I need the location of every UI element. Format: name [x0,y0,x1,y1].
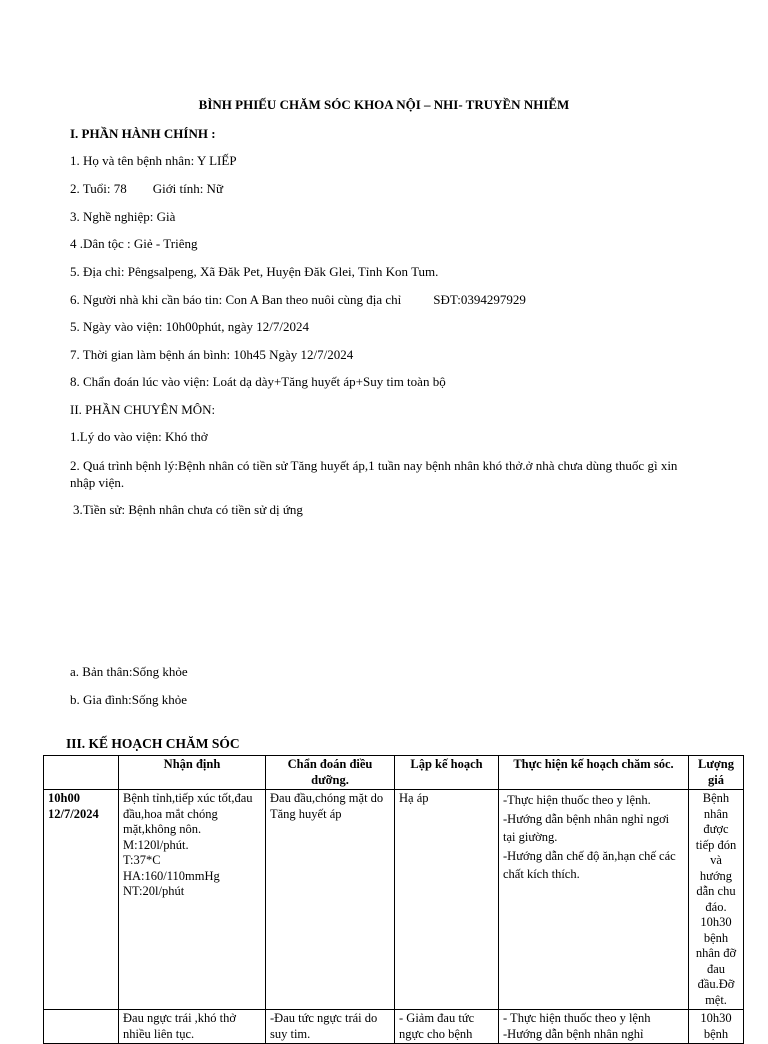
row-implementation: -Thực hiện thuốc theo y lệnh. -Hướng dẫn bệnh nhân nghỉ ngơi tại giường. -Hướng dẫn chế độ ăn,hạn chế các chất kích thích. [499,790,689,1010]
row-time: 10h00 12/7/2024 [44,790,119,1010]
row-implementation: - Thực hiện thuốc theo y lệnh -Hướng dẫn bệnh nhân nghỉ [499,1010,689,1044]
table-row [44,790,744,1010]
row-time [44,1010,119,1044]
row-evaluation: Bệnh nhân được tiếp đón và hướng dẫn chu đáo. 10h30 bệnh nhân đỡ đau đầu.Đỡ mệt. [689,790,744,1010]
admission-reason: 1.Lý do vào viện: Khó thở [70,429,208,444]
row-assessment: Đau ngực trái ,khó thở nhiều liên tục. [119,1010,266,1044]
care-plan-table [43,755,744,1044]
row-nursing-diagnosis: -Đau tức ngực trái do suy tim. [266,1010,395,1044]
row-nursing-diagnosis: Đau đầu,chóng mặt do Tăng huyết áp [266,790,395,1010]
gender-value: Giới tính: Nữ [152,181,223,196]
disease-process: 2. Quá trình bệnh lý:Bệnh nhân có tiền sử Tăng huyết áp,1 tuần nay bệnh nhân khó thở.ở nhà chưa dùng thuốc gì xin nhập viện. [70,458,678,490]
header-assessment: Nhận định [119,756,266,790]
ethnicity: 4 .Dân tộc : Giẻ - Triêng [70,236,198,251]
section2-heading: II. PHẦN CHUYÊN MÔN: [70,402,216,417]
record-time: 7. Thời gian làm bệnh án bình: 10h45 Ngày 12/7/2024 [70,347,354,362]
header-time [44,756,119,790]
header-plan: Lập kế hoạch [395,756,499,790]
row-evaluation: 10h30 bệnh [689,1010,744,1044]
family-history: b. Gia đình:Sống khỏe [70,692,187,707]
document-title: BÌNH PHIẾU CHĂM SÓC KHOA NỘI – NHI- TRUYỀN NHIỄM [198,97,570,112]
patient-name: 1. Họ và tên bệnh nhân: Y LIẾP [70,153,237,168]
section3-heading: III. KẾ HOẠCH CHĂM SÓC [66,736,240,751]
admission-diagnosis: 8. Chẩn đoán lúc vào viện: Loát dạ dày+Tăng huyết áp+Suy tim toàn bộ [70,374,446,389]
header-nursing-diagnosis: Chẩn đoán điều dưỡng. [266,756,395,790]
relative-line [70,292,526,308]
occupation: 3. Nghề nghiệp: Già [70,209,176,224]
table-header-row [44,756,744,790]
row-plan: - Giảm đau tức ngực cho bệnh [395,1010,499,1044]
self-history: a. Bản thân:Sống khỏe [70,664,188,679]
phone-number: SĐT:0394297929 [433,292,526,307]
address: 5. Địa chỉ: Pêngsalpeng, Xã Đăk Pet, Huyện Đăk Glei, Tỉnh Kon Tum. [70,264,439,279]
past-history: 3.Tiền sử: Bệnh nhân chưa có tiền sử dị ứng [73,502,303,517]
relative-contact: 6. Người nhà khi cần báo tin: Con A Ban theo nuôi cùng địa chỉ [70,292,402,307]
section1-heading: I. PHẦN HÀNH CHÍNH : [70,126,216,141]
header-implementation: Thực hiện kế hoạch chăm sóc. [499,756,689,790]
admission-date: 5. Ngày vào viện: 10h00phút, ngày 12/7/2024 [70,319,310,334]
age-gender-line [70,181,223,197]
row-plan: Hạ áp [395,790,499,1010]
row-assessment: Bệnh tỉnh,tiếp xúc tốt,đau đầu,hoa mắt chóng mặt,không nôn. M:120l/phút. T:37*C HA:160/110mmHg NT:20l/phút [119,790,266,1010]
age-value: 2. Tuổi: 78 [70,181,127,196]
table-row [44,1010,744,1044]
header-evaluation: Lượng giá [689,756,744,790]
